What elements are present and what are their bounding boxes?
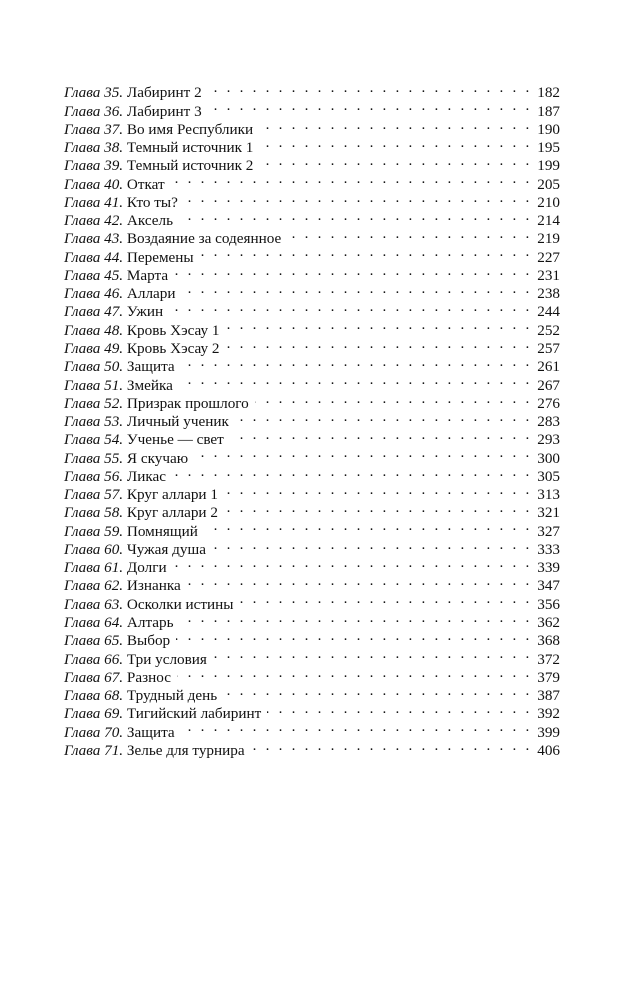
dot-leader [259, 134, 532, 152]
chapter-number: Глава 55. [64, 449, 124, 467]
dot-leader [177, 664, 532, 682]
page-number: 406 [537, 741, 560, 759]
page-number: 261 [537, 358, 560, 376]
chapter-number: Глава 39. [64, 157, 124, 175]
dot-leader [176, 627, 532, 645]
chapter-title: Лабиринт 2 [126, 84, 202, 102]
page-number: 362 [537, 613, 560, 631]
dot-leader [225, 335, 532, 353]
chapter-number: Глава 70. [64, 723, 124, 741]
chapter-title: Во имя Республики [126, 120, 254, 138]
chapter-number: Глава 57. [64, 486, 124, 504]
chapter-title: Откат [126, 175, 165, 193]
page-number: 372 [537, 650, 560, 668]
chapter-title: Чужая душа [126, 540, 206, 558]
page-number: 227 [537, 248, 560, 266]
dot-leader [259, 116, 532, 134]
dot-leader [181, 718, 532, 736]
dot-leader [171, 170, 532, 188]
chapter-title: Три условия [126, 650, 207, 668]
chapter-number: Глава 63. [64, 595, 124, 613]
chapter-title: Личный ученик [126, 413, 229, 431]
chapter-number: Глава 62. [64, 577, 124, 595]
chapter-number: Глава 68. [64, 687, 124, 705]
chapter-number: Глава 45. [64, 266, 124, 284]
dot-leader [179, 371, 532, 389]
chapter-number: Глава 69. [64, 705, 124, 723]
dot-leader [194, 444, 532, 462]
page-number: 195 [537, 139, 560, 157]
dot-leader [235, 408, 532, 426]
chapter-number: Глава 60. [64, 540, 124, 558]
page-number: 257 [537, 339, 560, 357]
chapter-number: Глава 56. [64, 467, 124, 485]
chapter-number: Глава 59. [64, 522, 124, 540]
page-number: 379 [537, 668, 560, 686]
chapter-title: Трудный день [126, 687, 218, 705]
chapter-title: Тигийский лабиринт [126, 705, 262, 723]
chapter-title: Разнос [126, 668, 171, 686]
chapter-number: Глава 50. [64, 358, 124, 376]
page-number: 368 [537, 632, 560, 650]
page-number: 276 [537, 394, 560, 412]
page-number: 187 [537, 102, 560, 120]
chapter-title: Долги [126, 559, 167, 577]
dot-leader [180, 609, 532, 627]
dot-leader [213, 645, 532, 663]
dot-leader [204, 517, 532, 535]
dot-leader [224, 481, 532, 499]
chapter-number: Глава 37. [64, 120, 124, 138]
page-number: 339 [537, 559, 560, 577]
dot-leader [200, 243, 532, 261]
chapter-number: Глава 36. [64, 102, 124, 120]
chapter-number: Глава 61. [64, 559, 124, 577]
page-number: 392 [537, 705, 560, 723]
dot-leader [230, 426, 532, 444]
page-number: 214 [537, 212, 560, 230]
dot-leader [182, 280, 533, 298]
dot-leader [251, 737, 532, 755]
page-number: 205 [537, 175, 560, 193]
chapter-title: Ужин [126, 303, 164, 321]
chapter-title: Аллари [126, 285, 176, 303]
dot-leader [173, 554, 532, 572]
table-of-contents [64, 79, 560, 759]
dot-leader [223, 682, 532, 700]
page-number: 231 [537, 266, 560, 284]
chapter-number: Глава 53. [64, 413, 124, 431]
page-number: 293 [537, 431, 560, 449]
chapter-title: Лабиринт 3 [126, 102, 202, 120]
chapter-title: Марта [126, 266, 169, 284]
dot-leader [287, 225, 532, 243]
chapter-number: Глава 48. [64, 321, 124, 339]
chapter-number: Глава 54. [64, 431, 124, 449]
dot-leader [255, 390, 532, 408]
chapter-title: Ликас [126, 467, 166, 485]
dot-leader [181, 353, 532, 371]
chapter-number: Глава 51. [64, 376, 124, 394]
chapter-number: Глава 44. [64, 248, 124, 266]
chapter-title: Змейка [126, 376, 173, 394]
chapter-number: Глава 35. [64, 84, 124, 102]
chapter-title: Кровь Хэсау 1 [126, 321, 220, 339]
dot-leader [267, 700, 532, 718]
chapter-number: Глава 38. [64, 139, 124, 157]
chapter-number: Глава 65. [64, 632, 124, 650]
chapter-title: Круг аллари 1 [126, 486, 218, 504]
page-number: 252 [537, 321, 560, 339]
chapter-title: Ученье — свет [126, 431, 224, 449]
chapter-number: Глава 66. [64, 650, 124, 668]
toc-entry[interactable] [64, 79, 560, 102]
page-number: 399 [537, 723, 560, 741]
chapter-number: Глава 42. [64, 212, 124, 230]
dot-leader [172, 463, 532, 481]
page-number: 387 [537, 687, 560, 705]
dot-leader [187, 572, 532, 590]
chapter-title: Призрак прошлого [126, 394, 249, 412]
chapter-number: Глава 58. [64, 504, 124, 522]
dot-leader [224, 499, 532, 517]
chapter-title: Аксель [126, 212, 174, 230]
chapter-title: Защита [126, 723, 175, 741]
dot-leader [208, 79, 532, 97]
page-number: 327 [537, 522, 560, 540]
chapter-number: Глава 71. [64, 741, 124, 759]
chapter-number: Глава 67. [64, 668, 124, 686]
chapter-number: Глава 52. [64, 394, 124, 412]
chapter-title: Осколки истины [126, 595, 234, 613]
dot-leader [225, 316, 532, 334]
chapter-title: Помнящий [126, 522, 198, 540]
page-number: 244 [537, 303, 560, 321]
page-number: 190 [537, 120, 560, 138]
chapter-title: Зелье для турнира [126, 741, 245, 759]
chapter-title: Темный источник 1 [126, 139, 254, 157]
page-number: 313 [537, 486, 560, 504]
chapter-title: Круг аллари 2 [126, 504, 218, 522]
dot-leader [169, 298, 532, 316]
page-number: 347 [537, 577, 560, 595]
dot-leader [184, 189, 532, 207]
dot-leader [259, 152, 532, 170]
chapter-title: Темный источник 2 [126, 157, 254, 175]
chapter-title: Изнанка [126, 577, 181, 595]
page-number: 283 [537, 413, 560, 431]
chapter-title: Я скучаю [126, 449, 189, 467]
chapter-title: Выбор [126, 632, 171, 650]
chapter-number: Глава 49. [64, 339, 124, 357]
page-number: 333 [537, 540, 560, 558]
page-number: 305 [537, 467, 560, 485]
chapter-number: Глава 64. [64, 613, 124, 631]
dot-leader [179, 207, 532, 225]
chapter-title: Алтарь [126, 613, 174, 631]
chapter-title: Воздаяние за содеянное [126, 230, 282, 248]
page-number: 300 [537, 449, 560, 467]
page-number: 267 [537, 376, 560, 394]
chapter-title: Перемены [126, 248, 194, 266]
chapter-title: Кровь Хэсау 2 [126, 339, 220, 357]
page-number: 199 [537, 157, 560, 175]
page-number: 219 [537, 230, 560, 248]
page-number: 238 [537, 285, 560, 303]
dot-leader [239, 590, 532, 608]
page-number: 182 [537, 84, 560, 102]
chapter-number: Глава 47. [64, 303, 124, 321]
page-number: 321 [537, 504, 560, 522]
chapter-number: Глава 46. [64, 285, 124, 303]
chapter-number: Глава 40. [64, 175, 124, 193]
page-number: 356 [537, 595, 560, 613]
dot-leader [212, 536, 532, 554]
chapter-title: Кто ты? [126, 193, 178, 211]
dot-leader [208, 97, 532, 115]
chapter-title: Защита [126, 358, 175, 376]
dot-leader [174, 262, 532, 280]
chapter-number: Глава 41. [64, 193, 124, 211]
chapter-number: Глава 43. [64, 230, 124, 248]
page-number: 210 [537, 193, 560, 211]
